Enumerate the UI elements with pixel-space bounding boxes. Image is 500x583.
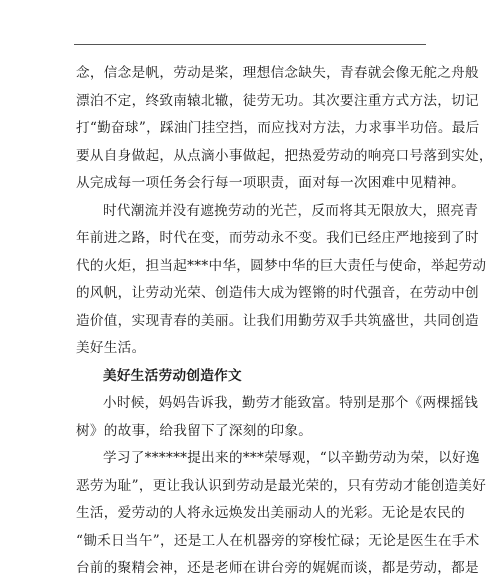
section-heading: 美好生活劳动创造作文: [103, 367, 242, 384]
document-body: [76, 60, 493, 583]
text-line: 要从自身做起，从点滴小事做起，把热爱劳动的响亮口号落到实处，: [76, 147, 493, 164]
text-line: “锄禾日当午”，还是工人在机器旁的穿梭忙碌；无论是医生在手术: [76, 532, 480, 549]
text-line: 漂泊不定，终致南辕北辙，徒劳无功。其次要注重方式方法，切记: [76, 92, 479, 109]
text-line: 台前的聚精会神，还是老师在讲台旁的娓娓而谈，都是劳动，都是: [76, 560, 479, 576]
text-line: 从完成每一项任务会行每一项职责，面对每一次困难中见精神。: [76, 175, 466, 191]
text-line: 时代潮流并没有遮挽劳动的光芒，反而将其无限放大，照亮青: [103, 202, 479, 219]
text-line: 小时候，妈妈告诉我，勤劳才能致富。特别是那个《两棵摇钱: [103, 395, 479, 411]
header-divider: [74, 44, 426, 45]
text-line: 造价值，实现青春的美丽。让我们用勤劳双手共筑盛世，共同创造: [76, 312, 479, 329]
text-line: 树》的故事，给我留下了深刻的印象。: [76, 422, 313, 439]
text-line: 代的火炬，担当起***中华，圆梦中华的巨大责任与使命，举起劳动: [76, 257, 487, 274]
text-line: 美好生活。: [76, 340, 146, 356]
text-line: 学习了******提出来的***荣辱观，“以辛勤劳动为荣，以好逸: [103, 450, 480, 466]
text-line: 的风帆，让劳动光荣、创造伟大成为铿锵的时代强音，在劳动中创: [76, 285, 479, 301]
text-line: 恶劳为耻”，更让我认识到劳动是最光荣的，只有劳动才能创造美好: [76, 477, 487, 494]
text-line: 打“勤奋球”，踩油门挂空挡，而应找对方法，力求事半功倍。最后: [76, 120, 480, 136]
text-line: 生活，爱劳动的人将永远焕发出美丽动人的光彩。无论是农民的: [76, 505, 466, 521]
text-line: 念，信念是帆，劳动是桨，理想信念缺失，青春就会像无舵之舟般: [76, 65, 479, 81]
text-line: 年前进之路，时代在变，而劳动永不变。我们已经庄严地接到了时: [76, 230, 479, 246]
